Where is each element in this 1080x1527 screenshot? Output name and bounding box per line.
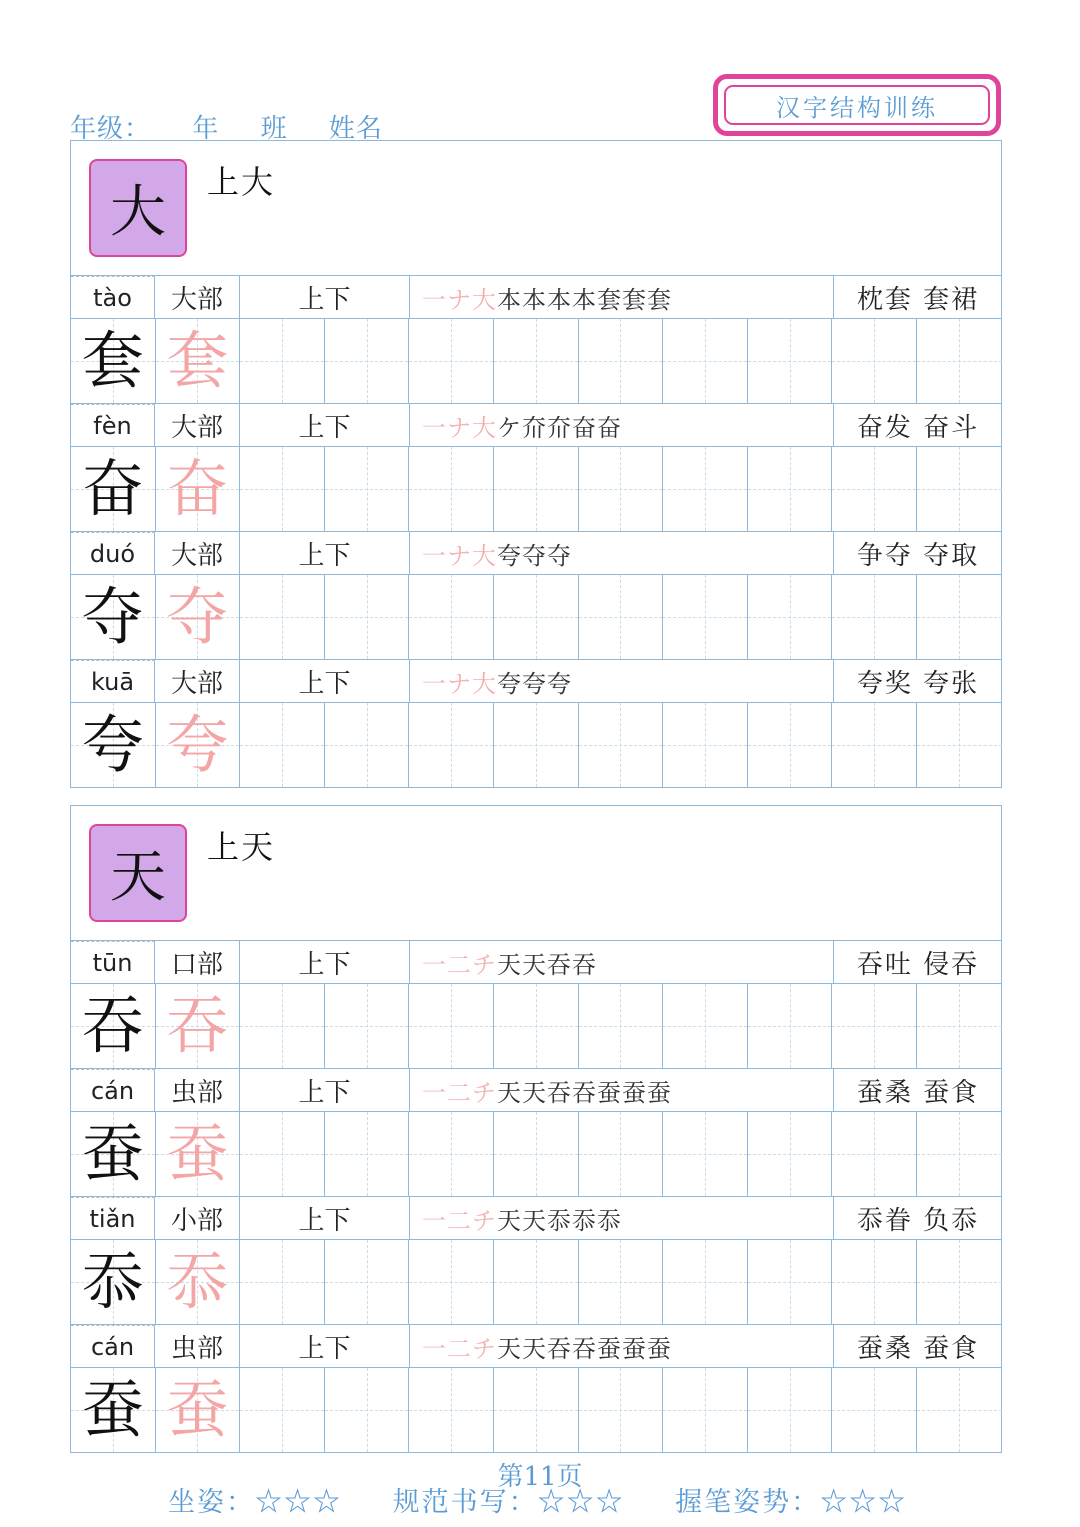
stroke-order xyxy=(410,1325,834,1367)
stroke-order xyxy=(410,276,834,318)
practice-cell[interactable] xyxy=(325,1240,410,1324)
practice-cell[interactable] xyxy=(409,984,494,1068)
stroke-step: 天 xyxy=(497,1334,522,1363)
practice-cell[interactable] xyxy=(494,1368,579,1452)
practice-cell[interactable] xyxy=(917,1240,1002,1324)
practice-cell[interactable] xyxy=(240,1240,325,1324)
stroke-step: 一 xyxy=(422,541,447,570)
example-words: 枕套 套裙 xyxy=(856,284,980,315)
radical-label: 虫部 xyxy=(155,1325,240,1367)
practice-cell[interactable] xyxy=(579,1240,664,1324)
stroke-step: 吞 xyxy=(547,1334,572,1363)
structure-title: 上大 xyxy=(207,163,276,201)
stroke-step: 一 xyxy=(422,950,447,979)
pinyin: duó xyxy=(71,532,155,574)
stroke-step: 二 xyxy=(447,950,472,979)
trace-char: 夺 xyxy=(166,580,229,653)
worksheet-title-frame xyxy=(713,74,1001,136)
structure-title: 上天 xyxy=(207,828,276,866)
practice-grid-row xyxy=(71,1112,1001,1197)
radical-label: 大部 xyxy=(155,404,240,446)
stroke-step: 蚕 xyxy=(647,1078,672,1107)
structure-label: 上下 xyxy=(240,276,410,318)
practice-cell[interactable] xyxy=(325,447,410,531)
char-info-row xyxy=(71,941,1001,984)
stroke-step: 蚕 xyxy=(597,1078,622,1107)
char-info-row xyxy=(71,1069,1001,1112)
practice-cell[interactable] xyxy=(663,984,748,1068)
radical-char-box: 大 xyxy=(89,159,187,257)
model-char-cell xyxy=(71,984,156,1068)
class-label: 班 xyxy=(260,114,288,144)
radical-label: 小部 xyxy=(155,1197,240,1239)
example-words: 蚕桑 蚕食 xyxy=(856,1077,980,1108)
stroke-step: 天 xyxy=(497,950,522,979)
stroke-step: チ xyxy=(472,1334,497,1363)
practice-cell[interactable] xyxy=(240,575,325,659)
practice-grid-row xyxy=(71,1368,1001,1452)
practice-cell[interactable] xyxy=(579,447,664,531)
practice-cell[interactable] xyxy=(579,1368,664,1452)
grade-label: 年级： xyxy=(70,114,152,144)
stroke-step: 夸 xyxy=(522,669,547,698)
trace-char: 吞 xyxy=(166,989,229,1062)
trace-char-cell xyxy=(156,447,241,531)
radical-section xyxy=(70,805,1002,1453)
stroke-step: 一 xyxy=(422,285,447,314)
structure-label: 上下 xyxy=(240,1325,410,1367)
char-info-row xyxy=(71,276,1001,319)
structure-label: 上下 xyxy=(240,532,410,574)
model-char: 套 xyxy=(81,324,144,397)
practice-cell[interactable] xyxy=(917,575,1002,659)
practice-cell[interactable] xyxy=(917,447,1002,531)
stroke-step: ナ xyxy=(447,413,472,442)
practice-cell[interactable] xyxy=(409,575,494,659)
example-words: 奋发 奋斗 xyxy=(856,412,980,443)
practice-cell[interactable] xyxy=(663,575,748,659)
structure-label: 上下 xyxy=(240,660,410,702)
trace-char-cell xyxy=(156,1368,241,1452)
stroke-step: 二 xyxy=(447,1078,472,1107)
stroke-step: 天 xyxy=(497,1078,522,1107)
stroke-step: 天 xyxy=(522,950,547,979)
stroke-order xyxy=(410,660,834,702)
practice-cell[interactable] xyxy=(494,1240,579,1324)
stroke-step: チ xyxy=(472,950,497,979)
stroke-step: 夺 xyxy=(547,541,572,570)
trace-char-cell xyxy=(156,575,241,659)
model-char: 蚕 xyxy=(81,1117,144,1190)
practice-cell[interactable] xyxy=(917,1112,1002,1196)
stroke-step: 天 xyxy=(522,1334,547,1363)
example-words: 忝眷 负忝 xyxy=(856,1205,980,1236)
practice-cell[interactable] xyxy=(579,984,664,1068)
model-char-cell xyxy=(71,1240,156,1324)
radical-label: 大部 xyxy=(155,532,240,574)
model-char: 夺 xyxy=(81,580,144,653)
example-words: 争夺 夺取 xyxy=(856,540,980,571)
stroke-step: 大 xyxy=(472,285,497,314)
practice-cell[interactable] xyxy=(832,575,917,659)
radical-label: 大部 xyxy=(155,276,240,318)
practice-cell[interactable] xyxy=(325,575,410,659)
practice-cell[interactable] xyxy=(663,319,748,403)
practice-cell[interactable] xyxy=(494,703,579,787)
pinyin: kuā xyxy=(71,660,155,702)
practice-cell[interactable] xyxy=(409,447,494,531)
practice-cell[interactable] xyxy=(325,319,410,403)
trace-char-cell xyxy=(156,984,241,1068)
posture-rating: 坐姿：☆☆☆ xyxy=(168,1487,342,1518)
stroke-step: 大 xyxy=(472,413,497,442)
stroke-step: 一 xyxy=(422,1206,447,1235)
practice-cell[interactable] xyxy=(579,703,664,787)
practice-cell[interactable] xyxy=(748,575,833,659)
practice-cell[interactable] xyxy=(409,1112,494,1196)
stroke-step: 本 xyxy=(547,285,572,314)
stroke-step: 夸 xyxy=(547,669,572,698)
model-char-cell xyxy=(71,447,156,531)
practice-cell[interactable] xyxy=(748,984,833,1068)
stroke-order xyxy=(410,941,834,983)
section-header xyxy=(71,806,1001,941)
practice-cell[interactable] xyxy=(748,1368,833,1452)
radical-char-box: 天 xyxy=(89,824,187,922)
pinyin: tiǎn xyxy=(71,1197,155,1239)
practice-grid-row xyxy=(71,447,1001,532)
practice-cell[interactable] xyxy=(579,1112,664,1196)
model-char-cell xyxy=(71,1368,156,1452)
char-info-row xyxy=(71,1325,1001,1368)
stroke-step: 奋 xyxy=(572,413,597,442)
stroke-step: 吞 xyxy=(572,1078,597,1107)
stroke-step: 夸 xyxy=(497,669,522,698)
stroke-step: 忝 xyxy=(572,1206,597,1235)
practice-cell[interactable] xyxy=(325,984,410,1068)
practice-cell[interactable] xyxy=(748,319,833,403)
stroke-step: 大 xyxy=(472,541,497,570)
practice-cell[interactable] xyxy=(579,575,664,659)
practice-cell[interactable] xyxy=(409,1240,494,1324)
stroke-step: チ xyxy=(472,1206,497,1235)
trace-char: 忝 xyxy=(166,1245,229,1318)
practice-cell[interactable] xyxy=(748,1240,833,1324)
stroke-step: ナ xyxy=(447,541,472,570)
example-words: 蚕桑 蚕食 xyxy=(856,1333,980,1364)
stroke-order xyxy=(410,532,834,574)
practice-cell[interactable] xyxy=(494,319,579,403)
practice-cell[interactable] xyxy=(748,703,833,787)
practice-cell[interactable] xyxy=(832,1368,917,1452)
structure-label: 上下 xyxy=(240,1197,410,1239)
trace-char-cell xyxy=(156,319,241,403)
practice-cell[interactable] xyxy=(663,1240,748,1324)
practice-cell[interactable] xyxy=(240,1368,325,1452)
practice-cell[interactable] xyxy=(748,1112,833,1196)
practice-cell[interactable] xyxy=(663,1368,748,1452)
char-info-row xyxy=(71,532,1001,575)
trace-char: 夸 xyxy=(166,708,229,781)
stroke-step: 一 xyxy=(422,413,447,442)
practice-cell[interactable] xyxy=(748,447,833,531)
example-words: 夸奖 夸张 xyxy=(856,668,980,699)
trace-char-cell xyxy=(156,1112,241,1196)
trace-char-cell xyxy=(156,1240,241,1324)
practice-grid-row xyxy=(71,575,1001,660)
practice-cell[interactable] xyxy=(832,703,917,787)
stroke-order xyxy=(410,1069,834,1111)
stroke-step: 蚕 xyxy=(622,1334,647,1363)
practice-cell[interactable] xyxy=(579,319,664,403)
radical-label: 大部 xyxy=(155,660,240,702)
trace-char: 蚕 xyxy=(166,1117,229,1190)
structure-label: 上下 xyxy=(240,1069,410,1111)
radical-label: 虫部 xyxy=(155,1069,240,1111)
stroke-step: 吞 xyxy=(572,950,597,979)
practice-cell[interactable] xyxy=(240,1112,325,1196)
year-label: 年 xyxy=(192,114,220,144)
trace-char: 套 xyxy=(166,324,229,397)
pinyin: fèn xyxy=(71,404,155,446)
stroke-step: 奋 xyxy=(597,413,622,442)
name-label: 姓名 xyxy=(328,114,383,144)
stroke-step: 夼 xyxy=(522,413,547,442)
practice-cell[interactable] xyxy=(917,703,1002,787)
pinyin: cán xyxy=(71,1325,155,1367)
model-char-cell xyxy=(71,319,156,403)
model-char: 夸 xyxy=(81,708,144,781)
stroke-step: 忝 xyxy=(597,1206,622,1235)
grip-rating: 握笔姿势：☆☆☆ xyxy=(675,1487,908,1518)
stroke-step: 大 xyxy=(472,669,497,698)
stroke-step: 套 xyxy=(597,285,622,314)
practice-cell[interactable] xyxy=(494,447,579,531)
writing-rating: 规范书写：☆☆☆ xyxy=(392,1487,625,1518)
model-char: 奋 xyxy=(81,452,144,525)
trace-char-cell xyxy=(156,703,241,787)
char-info-row xyxy=(71,404,1001,447)
stroke-step: 吞 xyxy=(547,1078,572,1107)
stroke-step: 本 xyxy=(522,285,547,314)
practice-cell[interactable] xyxy=(832,984,917,1068)
practice-cell[interactable] xyxy=(325,1112,410,1196)
stroke-step: 天 xyxy=(497,1206,522,1235)
model-char: 吞 xyxy=(81,989,144,1062)
practice-grid-row xyxy=(71,1240,1001,1325)
stroke-step: ナ xyxy=(447,669,472,698)
practice-cell[interactable] xyxy=(832,447,917,531)
stroke-step: 二 xyxy=(447,1206,472,1235)
stroke-step: チ xyxy=(472,1078,497,1107)
stroke-step: 一 xyxy=(422,1078,447,1107)
trace-char: 奋 xyxy=(166,452,229,525)
stroke-order xyxy=(410,404,834,446)
stroke-step: 一 xyxy=(422,669,447,698)
stroke-step: 吞 xyxy=(572,1334,597,1363)
trace-char: 蚕 xyxy=(166,1373,229,1446)
stroke-step: 蚕 xyxy=(622,1078,647,1107)
stroke-step: 一 xyxy=(422,1334,447,1363)
page-number: 第11页 xyxy=(497,1462,583,1492)
practice-cell[interactable] xyxy=(917,984,1002,1068)
stroke-step: 蚕 xyxy=(647,1334,672,1363)
model-char-cell xyxy=(71,575,156,659)
practice-cell[interactable] xyxy=(832,319,917,403)
practice-cell[interactable] xyxy=(240,447,325,531)
pinyin: cán xyxy=(71,1069,155,1111)
stroke-step: 本 xyxy=(572,285,597,314)
pinyin: tūn xyxy=(71,941,155,983)
practice-grid-row xyxy=(71,984,1001,1069)
stroke-step: 天 xyxy=(522,1078,547,1107)
practice-cell[interactable] xyxy=(409,703,494,787)
stroke-step: 套 xyxy=(622,285,647,314)
stroke-step: 忝 xyxy=(547,1206,572,1235)
stroke-step: 夺 xyxy=(522,541,547,570)
practice-cell[interactable] xyxy=(663,447,748,531)
evaluation-bar xyxy=(168,1480,947,1519)
practice-grid-row xyxy=(71,319,1001,404)
stroke-step: 本 xyxy=(497,285,522,314)
stroke-step: ナ xyxy=(447,285,472,314)
worksheet-title: 汉字结构训练 xyxy=(724,85,990,125)
char-info-row xyxy=(71,1197,1001,1240)
model-char: 蚕 xyxy=(81,1373,144,1446)
practice-cell[interactable] xyxy=(494,1112,579,1196)
model-char-cell xyxy=(71,703,156,787)
example-words: 吞吐 侵吞 xyxy=(856,949,980,980)
practice-grid-row xyxy=(71,703,1001,787)
char-info-row xyxy=(71,660,1001,703)
practice-cell[interactable] xyxy=(240,984,325,1068)
practice-cell[interactable] xyxy=(325,1368,410,1452)
stroke-step: 天 xyxy=(522,1206,547,1235)
stroke-step: 夼 xyxy=(547,413,572,442)
practice-cell[interactable] xyxy=(494,984,579,1068)
model-char-cell xyxy=(71,1112,156,1196)
pinyin: tào xyxy=(71,276,155,318)
stroke-step: 二 xyxy=(447,1334,472,1363)
practice-cell[interactable] xyxy=(663,1112,748,1196)
stroke-step: 套 xyxy=(647,285,672,314)
structure-label: 上下 xyxy=(240,941,410,983)
structure-label: 上下 xyxy=(240,404,410,446)
section-header xyxy=(71,141,1001,276)
practice-cell[interactable] xyxy=(917,319,1002,403)
practice-cell[interactable] xyxy=(663,703,748,787)
stroke-step: 蚕 xyxy=(597,1334,622,1363)
radical-section xyxy=(70,140,1002,788)
practice-cell[interactable] xyxy=(240,319,325,403)
practice-cell[interactable] xyxy=(832,1112,917,1196)
practice-cell[interactable] xyxy=(494,575,579,659)
stroke-order xyxy=(410,1197,834,1239)
practice-cell[interactable] xyxy=(917,1368,1002,1452)
stroke-step: 吞 xyxy=(547,950,572,979)
stroke-step: 夸 xyxy=(497,541,522,570)
practice-cell[interactable] xyxy=(240,703,325,787)
practice-cell[interactable] xyxy=(832,1240,917,1324)
practice-cell[interactable] xyxy=(409,1368,494,1452)
model-char: 忝 xyxy=(81,1245,144,1318)
practice-cell[interactable] xyxy=(409,319,494,403)
practice-cell[interactable] xyxy=(325,703,410,787)
stroke-step: ケ xyxy=(497,413,522,442)
radical-label: 口部 xyxy=(155,941,240,983)
